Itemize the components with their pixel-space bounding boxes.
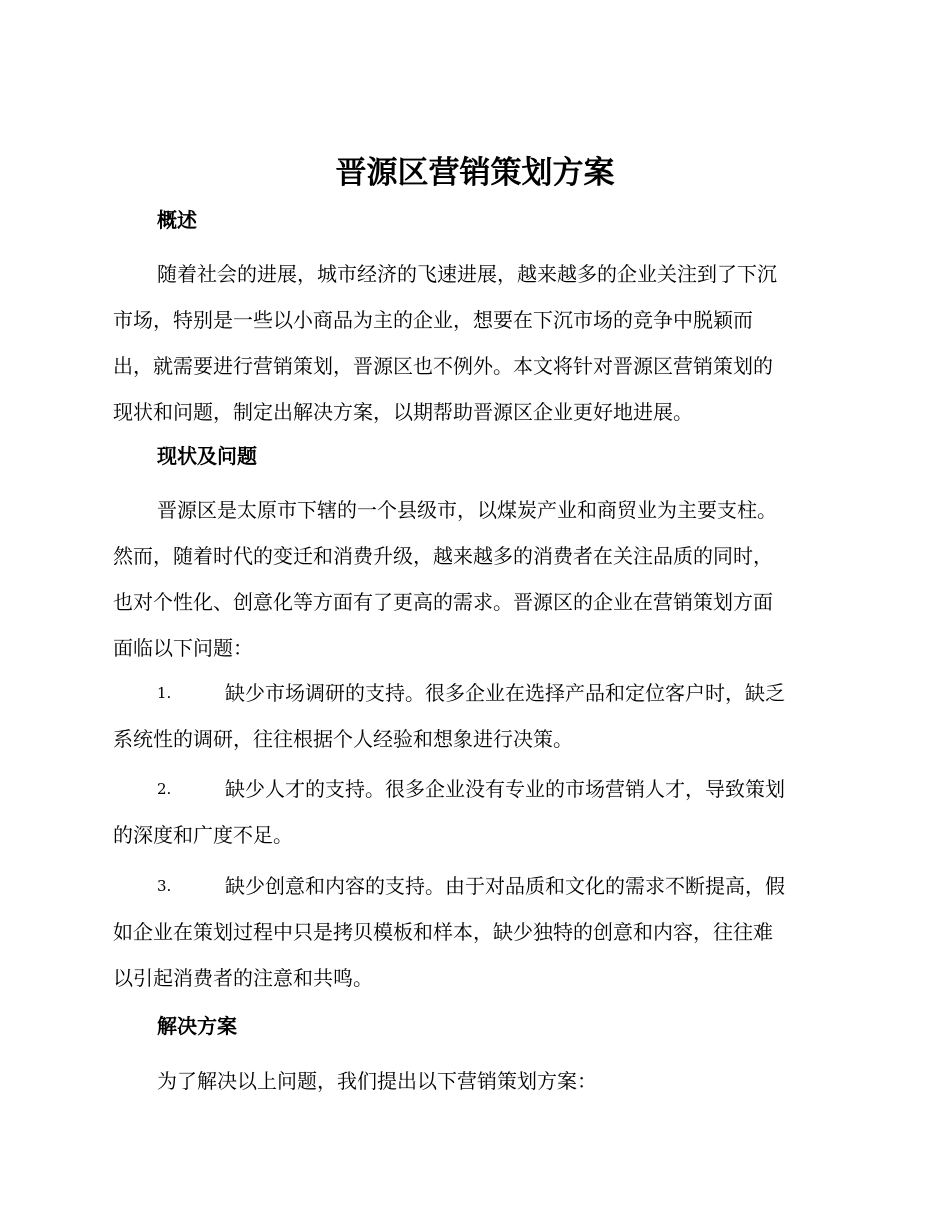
paragraph-line: 出，就需要进行营销策划，晋源区也不例外。本文将针对晋源区营销策划的 <box>113 354 773 378</box>
paragraph-line: 面临以下问题： <box>113 636 253 660</box>
list-item-line: 的深度和广度不足。 <box>113 823 293 847</box>
list-item-line: 缺少创意和内容的支持。由于对品质和文化的需求不断提高，假 <box>225 874 785 898</box>
list-item-line: 以引起消费者的注意和共鸣。 <box>113 966 373 990</box>
document-title: 晋源区营销策划方案 <box>335 155 615 191</box>
list-item-line: 系统性的调研，往往根据个人经验和想象进行决策。 <box>113 727 573 751</box>
paragraph-line: 晋源区是太原市下辖的一个县级市，以煤炭产业和商贸业为主要支柱。 <box>157 498 777 522</box>
section-heading-solution: 解决方案 <box>157 1014 237 1038</box>
list-item-line: 如企业在策划过程中只是拷贝模板和样本，缺少独特的创意和内容，往往难 <box>113 920 773 944</box>
list-item-line: 缺少市场调研的支持。很多企业在选择产品和定位客户时，缺乏 <box>225 681 785 705</box>
paragraph-line: 为了解决以上问题，我们提出以下营销策划方案： <box>157 1069 597 1093</box>
section-heading-overview: 概述 <box>157 208 197 232</box>
list-item <box>113 774 833 850</box>
list-item-number: 2. <box>157 780 172 798</box>
paragraph-line: 然而，随着时代的变迁和消费升级，越来越多的消费者在关注品质的同时， <box>113 544 773 568</box>
list-item <box>113 678 833 754</box>
paragraph-solution <box>113 1066 833 1096</box>
paragraph-line: 也对个性化、创意化等方面有了更高的需求。晋源区的企业在营销策划方面 <box>113 590 773 614</box>
paragraph-overview <box>113 259 833 427</box>
list-item-line: 缺少人才的支持。很多企业没有专业的市场营销人才，导致策划 <box>225 777 785 801</box>
list-item <box>113 871 833 993</box>
paragraph-line: 现状和问题，制定出解决方案，以期帮助晋源区企业更好地进展。 <box>113 400 693 424</box>
list-item-number: 3. <box>157 877 172 895</box>
paragraph-line: 市场，特别是一些以小商品为主的企业，想要在下沉市场的竞争中脱颖而 <box>113 308 753 332</box>
paragraph-line: 随着社会的进展，城市经济的飞速进展，越来越多的企业关注到了下沉 <box>157 262 777 286</box>
section-heading-status: 现状及问题 <box>157 444 257 468</box>
list-item-number: 1. <box>157 684 172 702</box>
paragraph-status <box>113 495 833 663</box>
